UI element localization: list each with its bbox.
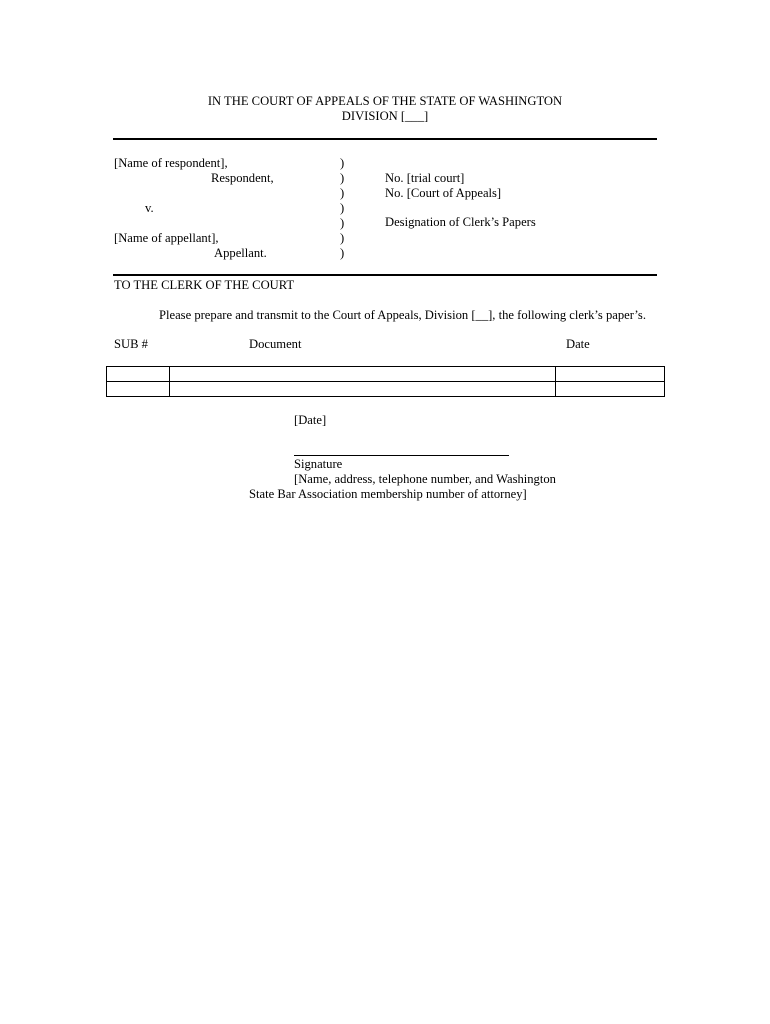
sub-cell[interactable]	[107, 382, 170, 397]
caption-paren: )	[340, 216, 345, 230]
court-title: IN THE COURT OF APPEALS OF THE STATE OF WASHINGTON	[207, 94, 563, 108]
attorney-info-line2: State Bar Association membership number of attorney]	[249, 487, 527, 501]
caption-divider	[113, 274, 657, 276]
caption-paren: )	[340, 246, 345, 260]
column-header-date: Date	[566, 337, 590, 351]
signature-label: Signature	[294, 457, 343, 471]
attorney-info-line1: [Name, address, telephone number, and Washington	[294, 472, 556, 486]
table-row	[107, 367, 665, 382]
caption-paren: )	[340, 186, 345, 200]
appeals-court-number: No. [Court of Appeals]	[385, 186, 502, 200]
appellant-name: [Name of appellant],	[114, 231, 219, 245]
column-header-document: Document	[249, 337, 302, 351]
document-title: Designation of Clerk’s Papers	[385, 215, 536, 229]
addressee: TO THE CLERK OF THE COURT	[114, 278, 295, 292]
date-cell[interactable]	[556, 382, 665, 397]
table-row	[107, 382, 665, 397]
caption-paren: )	[340, 201, 345, 215]
caption-paren: )	[340, 156, 345, 170]
top-divider	[113, 138, 657, 140]
instruction-text: Please prepare and transmit to the Court of Appeals, Division [__], the following clerk’s paper’s.	[159, 308, 646, 322]
appellant-role: Appellant.	[214, 246, 267, 260]
document-cell[interactable]	[170, 382, 556, 397]
caption-paren: )	[340, 231, 345, 245]
trial-court-number: No. [trial court]	[385, 171, 465, 185]
division-line: DIVISION [___]	[341, 109, 429, 123]
versus-label: v.	[145, 201, 154, 215]
respondent-name: [Name of respondent],	[114, 156, 228, 170]
clerks-papers-table	[106, 366, 665, 397]
column-header-sub: SUB #	[114, 337, 148, 351]
date-cell[interactable]	[556, 367, 665, 382]
sub-cell[interactable]	[107, 367, 170, 382]
document-cell[interactable]	[170, 367, 556, 382]
caption-paren: )	[340, 171, 345, 185]
signature-line[interactable]	[294, 455, 509, 456]
respondent-role: Respondent,	[211, 171, 274, 185]
date-placeholder: [Date]	[294, 413, 327, 427]
